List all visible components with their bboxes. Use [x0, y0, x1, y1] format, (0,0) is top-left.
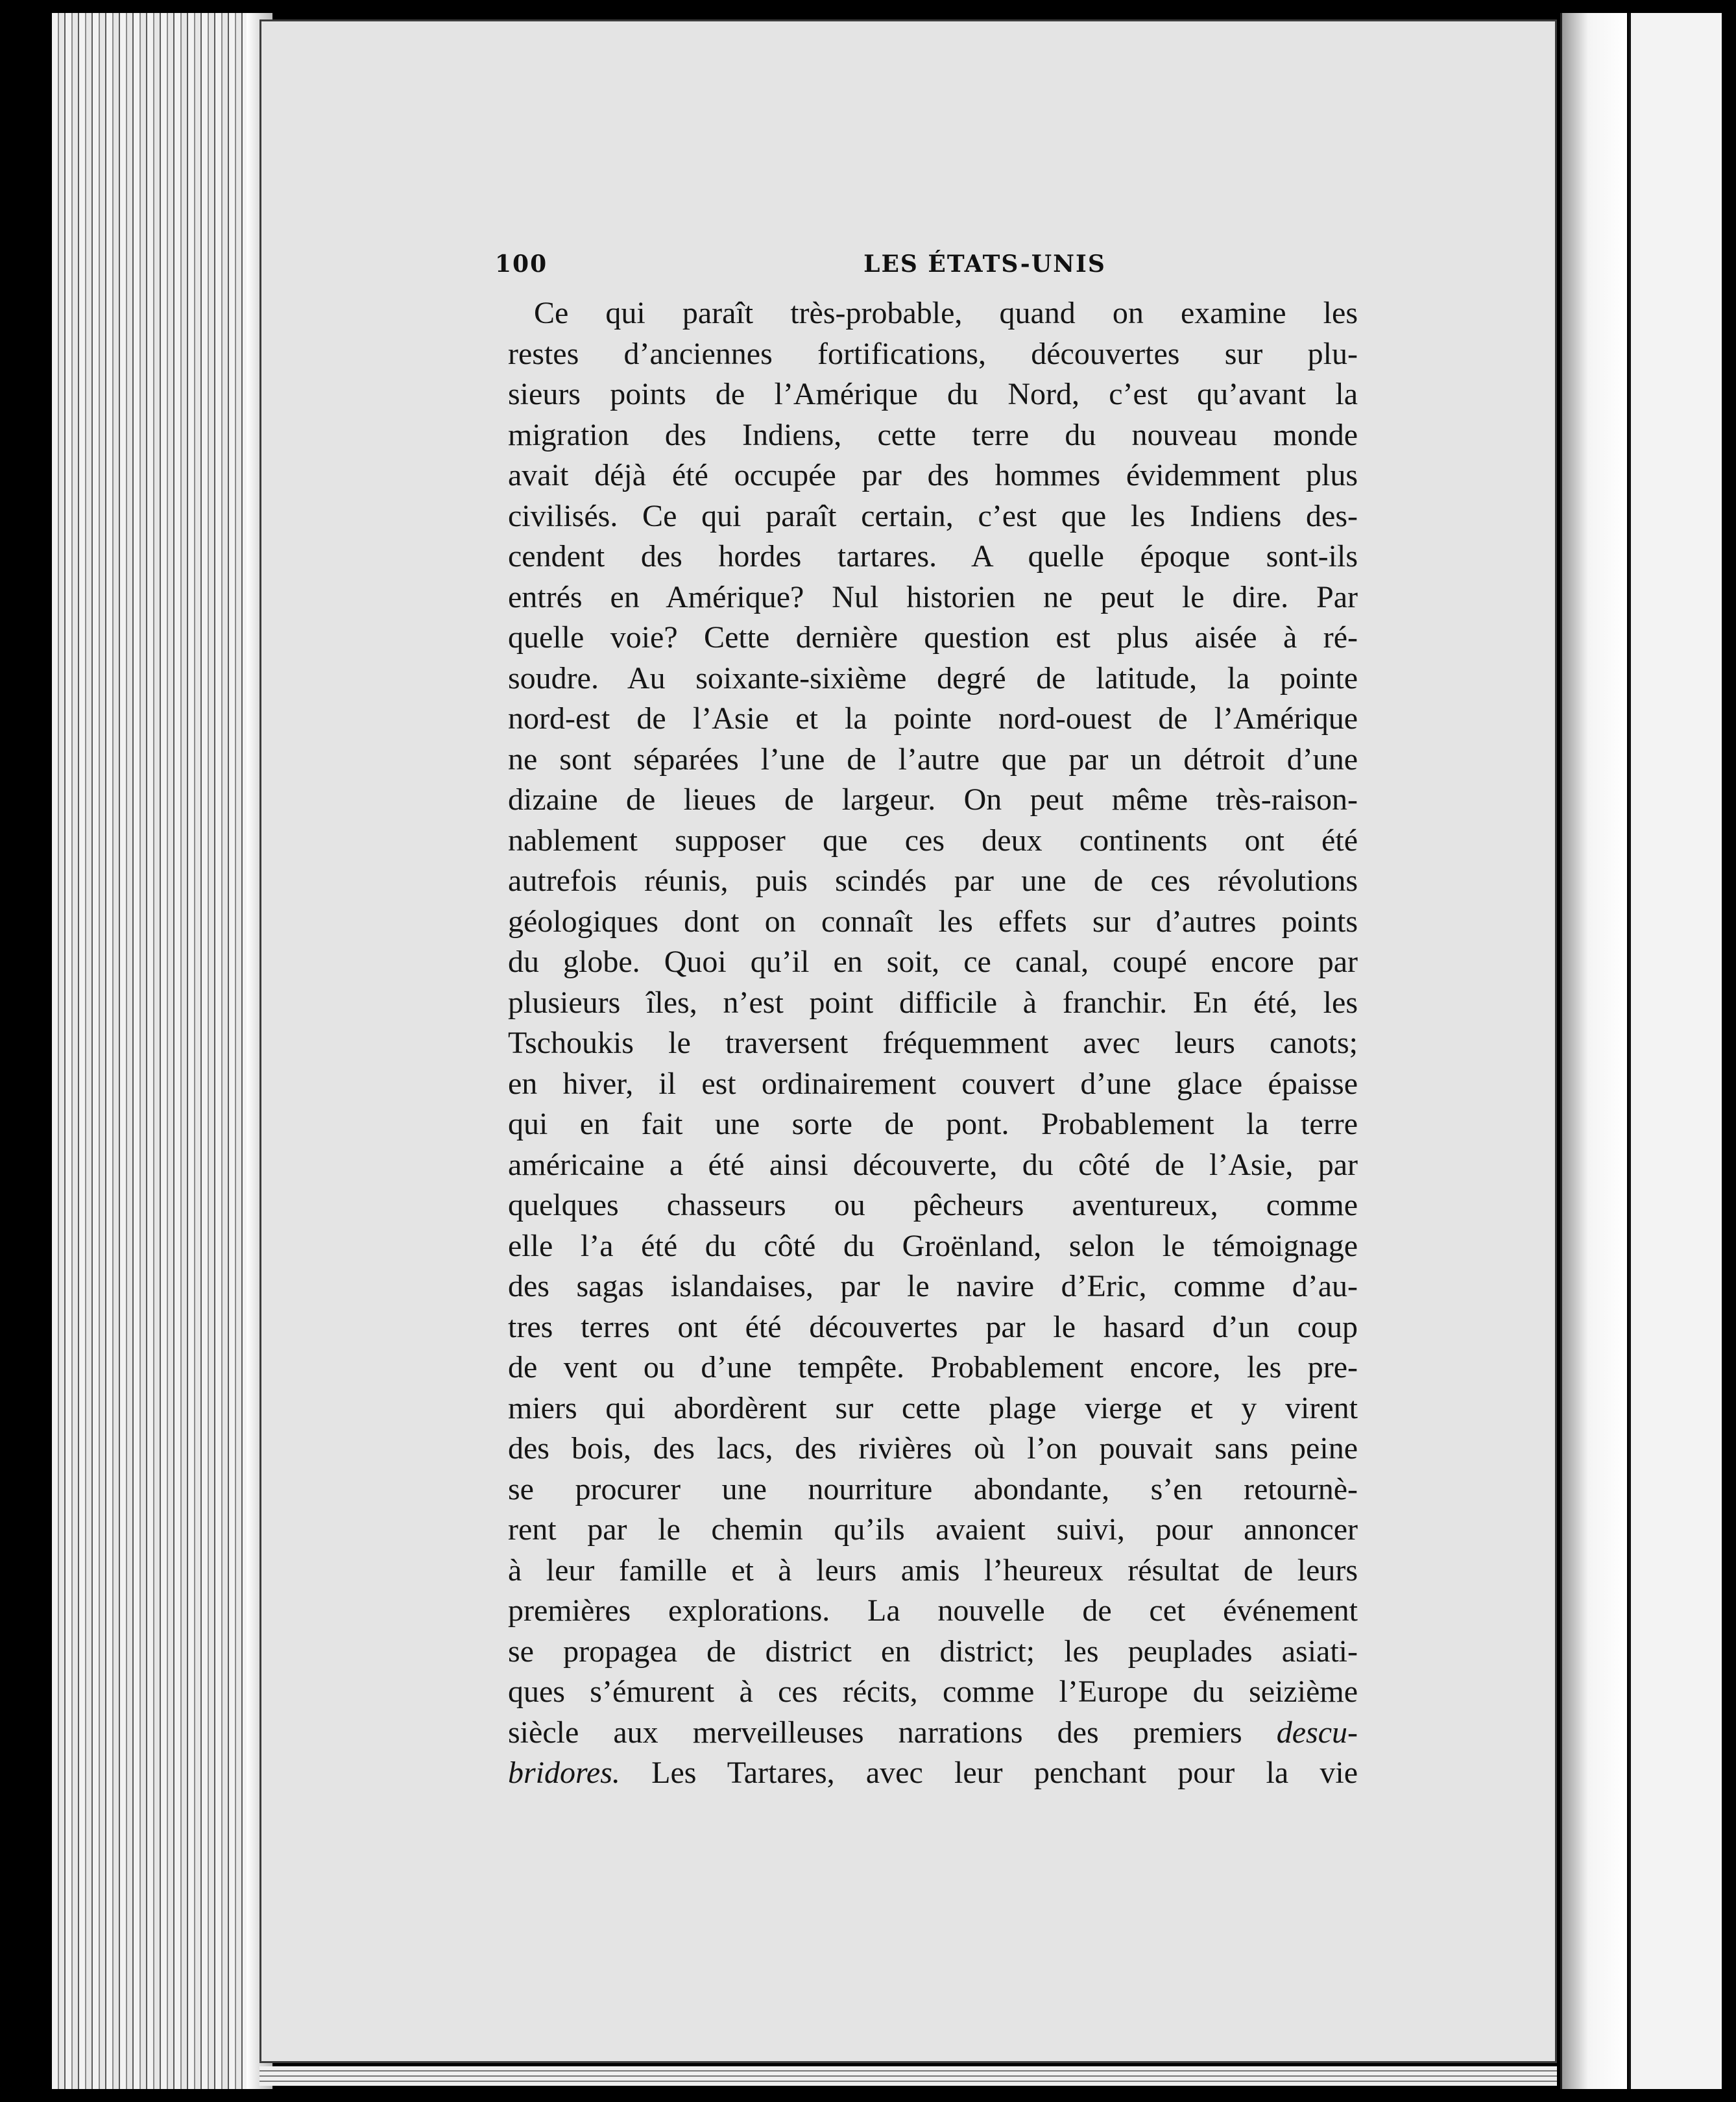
- text-line: avait déjà été occupée par des hommes évidemment plus: [508, 458, 1358, 492]
- line-start: siècle aux merveilleuses narrations des premiers: [508, 1715, 1242, 1750]
- line-rest: Les Tartares, avec leur penchant pour la vie: [620, 1756, 1358, 1790]
- italic-word: bridores.: [508, 1756, 620, 1790]
- text-line: des bois, des lacs, des rivières où l’on pouvait sans peine: [508, 1431, 1358, 1466]
- text-line: migration des Indiens, cette terre du nouveau monde: [508, 417, 1358, 452]
- text-line: Ce qui paraît très-probable, quand on examine les: [534, 296, 1358, 330]
- text-line: américaine a été ainsi découverte, du côté de l’Asie, par: [508, 1147, 1358, 1182]
- text-line: tres terres ont été découvertes par le hasard d’un coup: [508, 1309, 1358, 1344]
- running-head: [495, 239, 1377, 284]
- text-line: en hiver, il est ordinairement couvert d’une glace épaisse: [508, 1066, 1358, 1101]
- text-line: sieurs points de l’Amérique du Nord, c’est qu’avant la: [508, 377, 1358, 411]
- text-line: premières explorations. La nouvelle de cet événement: [508, 1593, 1358, 1628]
- text-line: plusieurs îles, n’est point difficile à franchir. En été, les: [508, 985, 1358, 1020]
- running-title: LES ÉTATS-UNIS: [863, 250, 1106, 278]
- text-line: cendent des hordes tartares. A quelle époque sont-ils: [508, 539, 1358, 574]
- text-line: nablement supposer que ces deux continents ont été: [508, 823, 1358, 858]
- text-line: à leur famille et à leurs amis l’heureux résultat de leurs: [508, 1552, 1358, 1588]
- text-line: quelques chasseurs ou pêcheurs aventureux, comme: [508, 1188, 1358, 1222]
- text-line: restes d’anciennes fortifications, découvertes sur plu-: [508, 336, 1358, 371]
- text-line: elle l’a été du côté du Groënland, selon le témoignage: [508, 1228, 1358, 1263]
- bottom-page-edges: [259, 2066, 1557, 2086]
- facing-page-strip: [1628, 13, 1722, 2089]
- text-line: de vent ou d’une tempête. Probablement encore, les pre-: [508, 1350, 1358, 1384]
- text-line: quelle voie? Cette dernière question est plus aisée à ré-: [508, 620, 1358, 655]
- text-line: rent par le chemin qu’ils avaient suivi, pour annoncer: [508, 1512, 1358, 1547]
- text-line: [508, 1713, 1358, 1754]
- text-line: soudre. Au soixante-sixième degré de latitude, la pointe: [508, 660, 1358, 695]
- text-line: civilisés. Ce qui paraît certain, c’est que les Indiens des-: [508, 498, 1358, 533]
- text-line: dizaine de lieues de largeur. On peut même très-raison-: [508, 782, 1358, 817]
- text-line: miers qui abordèrent sur cette plage vierge et y virent: [508, 1390, 1358, 1425]
- text-line: [508, 1753, 1358, 1794]
- text-line: se procurer une nourriture abondante, s’en retournè-: [508, 1471, 1358, 1506]
- facing-page-fold: [1560, 13, 1627, 2089]
- page-number: 100: [495, 250, 548, 278]
- text-line: ques s’émurent à ces récits, comme l’Europe du seizième: [508, 1674, 1358, 1709]
- text-line: du globe. Quoi qu’il en soit, ce canal, coupé encore par: [508, 945, 1358, 979]
- text-line: géologiques dont on connaît les effets sur d’autres points: [508, 904, 1358, 939]
- text-line: nord-est de l’Asie et la pointe nord-ouest de l’Amérique: [508, 701, 1358, 736]
- stacked-page-edges: [52, 13, 272, 2089]
- text-line: qui en fait une sorte de pont. Probablement la terre: [508, 1107, 1358, 1141]
- text-line: ne sont séparées l’une de l’autre que par un détroit d’une: [508, 742, 1358, 777]
- italic-word: descu-: [1276, 1715, 1358, 1750]
- body-text: [508, 293, 1358, 1794]
- text-line: entrés en Amérique? Nul historien ne peut le dire. Par: [508, 579, 1358, 614]
- text-line: autrefois réunis, puis scindés par une de ces révolutions: [508, 864, 1358, 898]
- text-line: des sagas islandaises, par le navire d’Eric, comme d’au-: [508, 1269, 1358, 1303]
- text-line: Tschoukis le traversent fréquemment avec leurs canots;: [508, 1026, 1358, 1060]
- text-line: se propagea de district en district; les peuplades asiati-: [508, 1634, 1358, 1669]
